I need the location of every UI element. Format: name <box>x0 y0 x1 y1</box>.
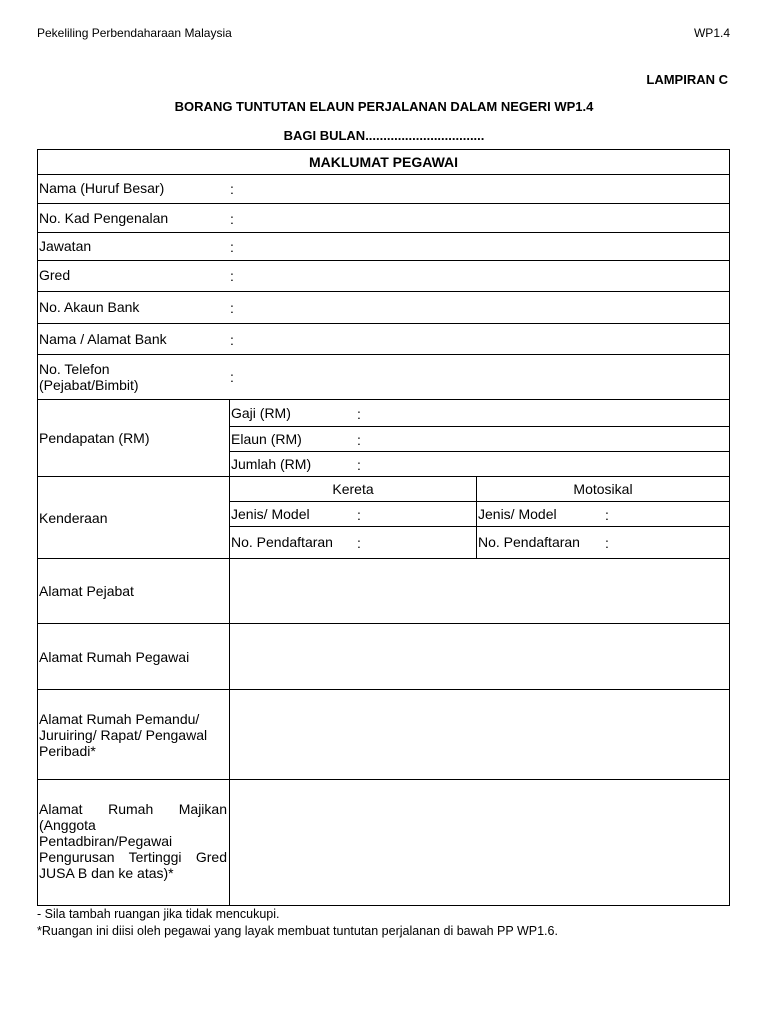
kereta-header: Kereta <box>332 481 374 497</box>
gaji-label: Gaji (RM) <box>231 405 291 421</box>
kereta-pendaftaran-label: No. Pendaftaran <box>231 534 333 550</box>
pendapatan-label: Pendapatan (RM) <box>39 430 150 446</box>
row-divider <box>37 174 730 175</box>
alamat-majikan-label: Alamat Rumah Majikan (Anggota Pentadbiran/Pegawai Pengurusan Tertinggi Gred JUSA B dan ke atas)* <box>39 801 227 881</box>
row-divider <box>37 323 730 324</box>
field-label-gred: Gred <box>39 267 71 283</box>
field-colon: : <box>230 300 234 316</box>
field-label-nama: Nama (Huruf Besar) <box>39 180 165 196</box>
field-colon: : <box>230 181 234 197</box>
field-colon: : <box>357 535 361 551</box>
alamat-pemandu-label: Alamat Rumah Pemandu/ Juruiring/ Rapat/ Pengawal Peribadi* <box>39 711 208 759</box>
form-border-right <box>729 149 730 906</box>
field-colon: : <box>357 507 361 523</box>
column-divider <box>229 399 230 906</box>
row-divider <box>37 354 730 355</box>
motosikal-header: Motosikal <box>573 481 633 497</box>
row-divider <box>37 291 730 292</box>
field-label-jawatan: Jawatan <box>39 238 92 254</box>
field-colon: : <box>605 507 609 523</box>
row-divider <box>37 476 730 477</box>
row-divider <box>229 501 730 502</box>
field-label-akaun-bank: No. Akaun Bank <box>39 299 140 315</box>
field-colon: : <box>230 211 234 227</box>
field-colon: : <box>357 406 361 422</box>
field-label-telefon-sub: (Pejabat/Bimbit) <box>39 377 139 393</box>
row-divider <box>229 451 730 452</box>
kereta-jenis-label: Jenis/ Model <box>231 506 310 522</box>
alamat-rumah-pegawai-label: Alamat Rumah Pegawai <box>39 649 190 665</box>
elaun-label: Elaun (RM) <box>231 431 302 447</box>
row-divider <box>37 779 730 780</box>
note-tambah-ruangan: - Sila tambah ruangan jika tidak mencukupi. <box>37 907 280 921</box>
form-border-left <box>37 149 38 906</box>
lampiran-label: LAMPIRAN C <box>646 72 728 87</box>
form-notes <box>37 906 558 940</box>
row-divider <box>37 689 730 690</box>
field-label-nama-alamat-bank: Nama / Alamat Bank <box>39 331 167 347</box>
note-pp-wp16: *Ruangan ini diisi oleh pegawai yang layak membuat tuntutan perjalanan di bawah PP WP1.6. <box>37 924 558 938</box>
field-colon: : <box>357 432 361 448</box>
form-border-top <box>37 149 730 150</box>
field-colon: : <box>230 369 234 385</box>
row-divider <box>37 260 730 261</box>
row-divider <box>37 558 730 559</box>
row-divider <box>229 526 730 527</box>
field-colon: : <box>357 457 361 473</box>
kenderaan-label: Kenderaan <box>39 510 108 526</box>
jumlah-label: Jumlah (RM) <box>231 456 312 472</box>
row-divider <box>37 232 730 233</box>
form-month-line: BAGI BULAN................................. <box>283 128 485 143</box>
employee-info-form <box>37 149 730 906</box>
field-colon: : <box>230 268 234 284</box>
field-colon: : <box>605 535 609 551</box>
field-label-kad-pengenalan: No. Kad Pengenalan <box>39 210 169 226</box>
motosikal-jenis-label: Jenis/ Model <box>478 506 557 522</box>
page-header-right: WP1.4 <box>693 26 730 40</box>
alamat-pejabat-label: Alamat Pejabat <box>39 583 134 599</box>
row-divider <box>37 399 730 400</box>
motosikal-pendaftaran-label: No. Pendaftaran <box>478 534 580 550</box>
form-title: BORANG TUNTUTAN ELAUN PERJALANAN DALAM NEGERI WP1.4 <box>174 99 594 114</box>
row-divider <box>37 623 730 624</box>
row-divider <box>229 426 730 427</box>
field-colon: : <box>230 239 234 255</box>
page-header-left: Pekeliling Perbendaharaan Malaysia <box>37 26 232 40</box>
section-title: MAKLUMAT PEGAWAI <box>308 154 459 170</box>
field-label-telefon: No. Telefon <box>39 361 110 377</box>
row-divider <box>37 203 730 204</box>
field-colon: : <box>230 332 234 348</box>
